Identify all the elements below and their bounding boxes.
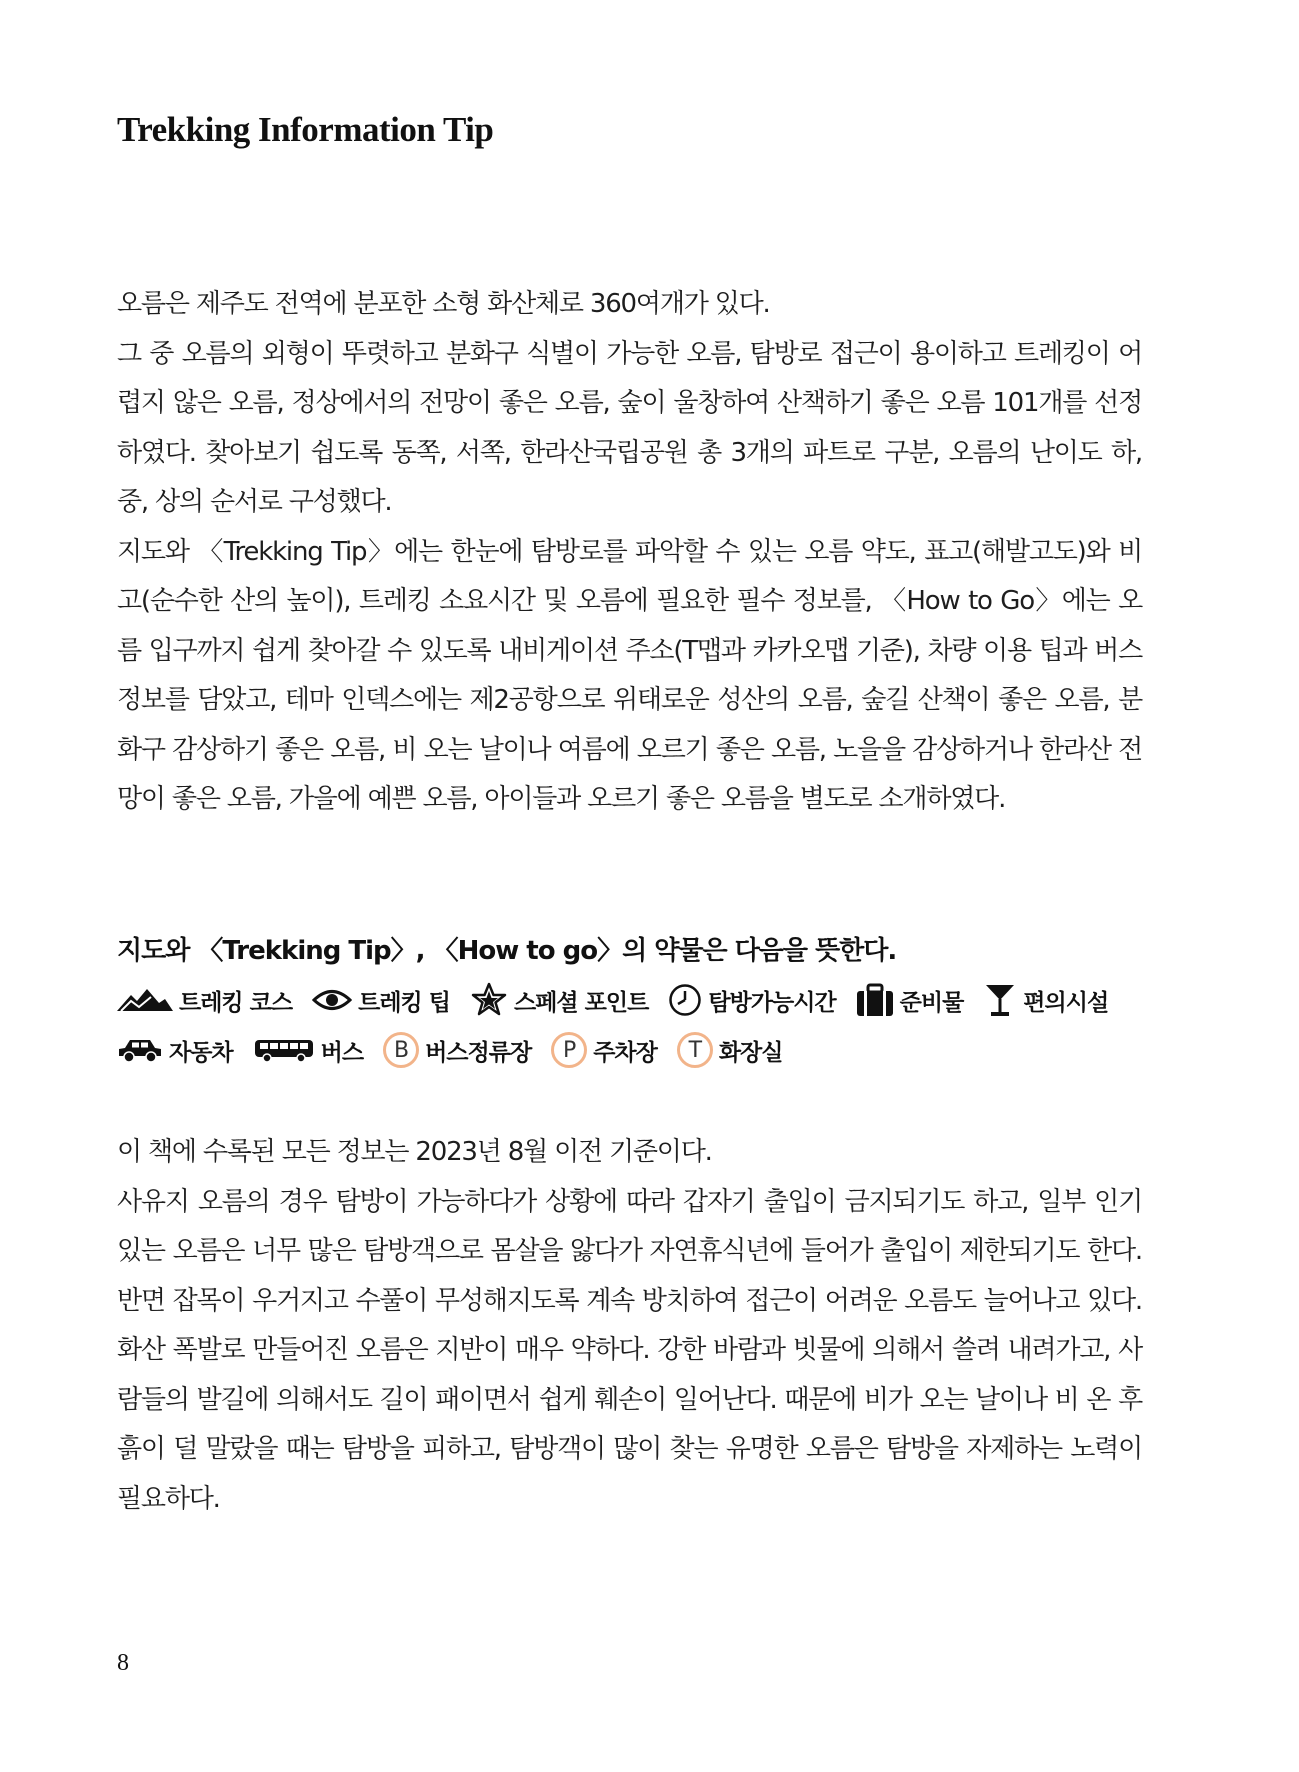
bus-stop-icon: B xyxy=(383,1032,419,1068)
mountain-icon xyxy=(117,987,173,1013)
legend-label: 트레킹 팁 xyxy=(358,989,450,1016)
legend-item-supplies xyxy=(856,983,964,1017)
legend-item-available-time xyxy=(668,983,835,1017)
notice-paragraph: 이 책에 수록된 모든 정보는 2023년 8월 이전 기준이다. xyxy=(117,1137,712,1167)
notice-text xyxy=(117,1128,1142,1524)
legend-label: 자동차 xyxy=(169,1039,233,1066)
intro-paragraph: 오름은 제주도 전역에 분포한 소형 화산체로 360여개가 있다. xyxy=(117,289,770,319)
legend-item-trekking-tip xyxy=(312,984,450,1017)
legend-item-parking xyxy=(551,1032,657,1068)
legend-label: 트레킹 코스 xyxy=(179,989,293,1016)
eye-icon xyxy=(312,987,352,1013)
legend-item-special-point xyxy=(470,982,648,1018)
legend-label: 준비물 xyxy=(899,989,964,1016)
notice-paragraph: 사유지 오름의 경우 탐방이 가능하다가 상황에 따라 갑자기 출입이 금지되기도 하고, 일부 인기 있는 오름은 너무 많은 탐방객으로 몸살을 앓다가 자연휴식년에 들어가 출입이 제한되기도 한다. 반면 잡목이 우거지고 수풀이 무성해지도록 계속 방치하여 접근이 어려운 오름도 늘어나고 있다. 화산 폭발로 만들어진 오름은 지반이 매우 약하다. 강한 바람과 빗물에 의해서 쓸려 내려가고, 사람들의 발길에 의해서도 길이 패이면서 쉽게 훼손이 일어난다. 때문에 비가 오는 날이나 비 온 후 흙이 덜 말랐을 때는 탐방을 피하고, 탐방객이 많이 찾는 유명한 오름은 탐방을 자제하는 노력이 필요하다. xyxy=(117,1186,1142,1514)
legend-title: 지도와 〈Trekking Tip〉, 〈How to go〉의 약물은 다음을 뜻한다. xyxy=(117,936,897,966)
legend-row-symbols xyxy=(117,978,1128,1022)
legend-label: 탐방가능시간 xyxy=(708,989,836,1016)
clock-icon xyxy=(668,983,702,1017)
legend-label: 버스 xyxy=(320,1039,364,1066)
intro-paragraph: 그 중 오름의 외형이 뚜렷하고 분화구 식별이 가능한 오름, 탐방로 접근이 용이하고 트레킹이 어렵지 않은 오름, 정상에서의 전망이 좋은 오름, 숲이 울창하여 산책하기 좋은 오름 101개를 선정하였다. 찾아보기 쉽도록 동쪽, 서쪽, 한라산국립공원 총 3개의 파트로 구분, 오름의 난이도 하, 중, 상의 순서로 구성했다. xyxy=(117,338,1142,517)
intro-paragraph: 지도와 〈Trekking Tip〉에는 한눈에 탐방로를 파악할 수 있는 오름 약도, 표고(해발고도)와 비고(순수한 산의 높이), 트레킹 소요시간 및 오름에 필요한 필수 정보를, 〈How to Go〉에는 오름 입구까지 쉽게 찾아갈 수 있도록 내비게이션 주소(T맵과 카카오맵 기준), 차량 이용 팁과 버스 정보를 담았고, 테마 인덱스에는 제2공항으로 위태로운 성산의 오름, 숲길 산책이 좋은 오름, 분화구 감상하기 좋은 오름, 비 오는 날이나 여름에 오르기 좋은 오름, 노을을 감상하거나 한라산 전망이 좋은 오름, 가을에 예쁜 오름, 아이들과 오르기 좋은 오름을 별도로 소개하였다. xyxy=(117,536,1143,814)
page-heading: Trekking Information Tip xyxy=(117,110,494,149)
legend-item-bus xyxy=(253,1034,363,1067)
page-number: 8 xyxy=(117,1650,129,1676)
cocktail-glass-icon xyxy=(983,983,1017,1017)
bag-icon xyxy=(856,983,894,1017)
toilet-icon: T xyxy=(677,1032,713,1068)
parking-icon: P xyxy=(551,1032,587,1068)
legend-label: 화장실 xyxy=(718,1039,783,1066)
legend-label: 주차장 xyxy=(593,1039,657,1066)
legend-item-bus-stop xyxy=(383,1032,531,1068)
bus-icon xyxy=(253,1037,315,1063)
legend-item-facilities xyxy=(983,983,1108,1017)
legend-label: 편의시설 xyxy=(1023,989,1109,1016)
legend-item-toilet xyxy=(677,1032,783,1068)
car-icon xyxy=(117,1036,163,1064)
star-icon xyxy=(470,982,508,1018)
legend-item-trekking-course xyxy=(117,984,292,1017)
legend-label: 스페셜 포인트 xyxy=(514,989,649,1016)
intro-text xyxy=(117,280,1142,825)
legend-row-transport xyxy=(117,1028,803,1072)
legend-item-car xyxy=(117,1034,233,1067)
legend-label: 버스정류장 xyxy=(425,1039,532,1066)
